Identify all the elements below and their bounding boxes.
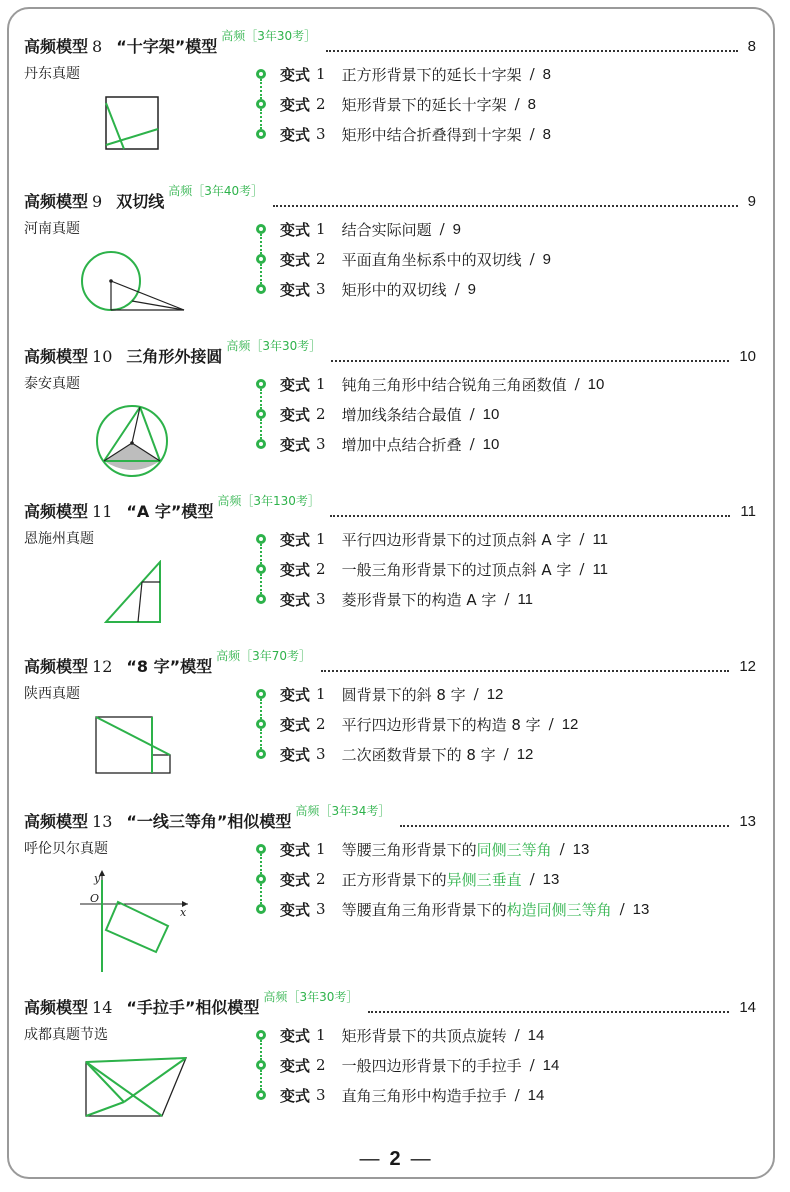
bullet-icon bbox=[256, 284, 266, 294]
figure-hand-in-hand bbox=[84, 1056, 188, 1118]
bullet-icon bbox=[256, 689, 266, 699]
bullet-icon bbox=[256, 439, 266, 449]
variant-item[interactable]: 变式 1 矩形背景下的共顶点旋转 / 14 bbox=[256, 1020, 559, 1050]
variant-item[interactable]: 变式 3 二次函数背景下的 8 字 / 12 bbox=[256, 739, 578, 769]
section-header bbox=[24, 337, 756, 367]
bullet-icon bbox=[256, 1030, 266, 1040]
leader-dots bbox=[400, 824, 729, 827]
source-label: 河南真题 bbox=[24, 221, 80, 237]
section-title: 高频模型 11 “A 字”模型 bbox=[24, 502, 214, 521]
leader-dots bbox=[368, 1010, 729, 1013]
variant-list bbox=[256, 524, 608, 614]
section-page-number[interactable]: 8 bbox=[747, 38, 756, 55]
variant-item[interactable]: 变式 2 一般四边形背景下的手拉手 / 14 bbox=[256, 1050, 559, 1080]
variant-list bbox=[256, 1020, 559, 1110]
x-axis-label: x bbox=[180, 906, 187, 919]
section-page-number[interactable]: 12 bbox=[739, 658, 756, 675]
bullet-icon bbox=[256, 564, 266, 574]
bullet-icon bbox=[256, 254, 266, 264]
variant-item[interactable]: 变式 2 矩形背景下的延长十字架 / 8 bbox=[256, 89, 551, 119]
leader-dots bbox=[326, 49, 737, 52]
section-model-9 bbox=[24, 182, 756, 299]
bullet-icon bbox=[256, 844, 266, 854]
section-header bbox=[24, 988, 756, 1018]
figure-double-tangent bbox=[80, 248, 188, 314]
section-page-number[interactable]: 9 bbox=[747, 193, 756, 210]
section-title: 高频模型 8 “十字架”模型 bbox=[24, 37, 218, 56]
bullet-icon bbox=[256, 594, 266, 604]
variant-item[interactable]: 变式 3 矩形中结合折叠得到十字架 / 8 bbox=[256, 119, 551, 149]
variant-item[interactable]: 变式 2 平面直角坐标系中的双切线 / 9 bbox=[256, 244, 551, 274]
bullet-icon bbox=[256, 99, 266, 109]
section-header bbox=[24, 802, 756, 832]
source-label: 陕西真题 bbox=[24, 686, 80, 702]
bullet-icon bbox=[256, 379, 266, 389]
section-model-10 bbox=[24, 337, 756, 454]
section-page-number[interactable]: 11 bbox=[740, 503, 756, 520]
source-label: 泰安真题 bbox=[24, 376, 80, 392]
section-header bbox=[24, 647, 756, 677]
source-label: 恩施州真题 bbox=[24, 531, 94, 547]
bullet-icon bbox=[256, 129, 266, 139]
frequency-badge: 高频［3年130考］ bbox=[217, 494, 320, 508]
variant-item[interactable]: 变式 3 等腰直角三角形背景下的 构造同侧三等角 / 13 bbox=[256, 894, 649, 924]
variant-list bbox=[256, 679, 578, 769]
source-label: 丹东真题 bbox=[24, 66, 80, 82]
section-model-14 bbox=[24, 988, 756, 1105]
variant-list bbox=[256, 834, 649, 924]
frequency-badge: 高频［3年34考］ bbox=[295, 804, 391, 818]
bullet-icon bbox=[256, 534, 266, 544]
section-header bbox=[24, 182, 756, 212]
section-page-number[interactable]: 14 bbox=[739, 999, 756, 1016]
section-title: 高频模型 12 “8 字”模型 bbox=[24, 657, 213, 676]
variant-item[interactable]: 变式 2 平行四边形背景下的构造 8 字 / 12 bbox=[256, 709, 578, 739]
figure-circumcircle bbox=[94, 403, 170, 479]
section-title: 高频模型 14 “手拉手”相似模型 bbox=[24, 998, 260, 1017]
section-model-13 bbox=[24, 802, 756, 919]
frequency-badge: 高频［3年40考］ bbox=[168, 184, 264, 198]
section-model-8 bbox=[24, 27, 756, 144]
variant-list bbox=[256, 369, 604, 459]
footer-dash-right: — bbox=[410, 1148, 431, 1170]
frequency-badge: 高频［3年30考］ bbox=[221, 29, 317, 43]
leader-dots bbox=[321, 669, 729, 672]
variant-item[interactable]: 变式 2 正方形背景下的 异侧三垂直 / 13 bbox=[256, 864, 649, 894]
variant-item[interactable]: 变式 1 结合实际问题 / 9 bbox=[256, 214, 551, 244]
variant-item[interactable]: 变式 1 正方形背景下的延长十字架 / 8 bbox=[256, 59, 551, 89]
frequency-badge: 高频［3年30考］ bbox=[226, 339, 322, 353]
section-header bbox=[24, 27, 756, 57]
y-axis-label: y bbox=[94, 872, 101, 885]
bullet-icon bbox=[256, 409, 266, 419]
frequency-badge: 高频［3年30考］ bbox=[263, 990, 359, 1004]
bullet-icon bbox=[256, 224, 266, 234]
section-model-12 bbox=[24, 647, 756, 764]
bullet-icon bbox=[256, 69, 266, 79]
section-model-11 bbox=[24, 492, 756, 609]
variant-item[interactable]: 变式 3 矩形中的双切线 / 9 bbox=[256, 274, 551, 304]
bullet-icon bbox=[256, 719, 266, 729]
variant-item[interactable]: 变式 2 一般三角形背景下的过顶点斜 A 字 / 11 bbox=[256, 554, 608, 584]
bullet-icon bbox=[256, 874, 266, 884]
origin-label: O bbox=[90, 892, 100, 905]
variant-item[interactable]: 变式 3 增加中点结合折叠 / 10 bbox=[256, 429, 604, 459]
section-title: 高频模型 13 “一线三等角”相似模型 bbox=[24, 812, 292, 831]
section-header bbox=[24, 492, 756, 522]
frequency-badge: 高频［3年70考］ bbox=[216, 649, 312, 663]
source-label: 成都真题节选 bbox=[24, 1027, 108, 1043]
leader-dots bbox=[273, 204, 738, 207]
figure-8-shape bbox=[94, 715, 172, 775]
variant-item[interactable]: 变式 2 增加线条结合最值 / 10 bbox=[256, 399, 604, 429]
variant-item[interactable]: 变式 1 等腰三角形背景下的 同侧三等角 / 13 bbox=[256, 834, 649, 864]
variant-item[interactable]: 变式 1 平行四边形背景下的过顶点斜 A 字 / 11 bbox=[256, 524, 608, 554]
section-title: 高频模型 10 三角形外接圆 bbox=[24, 347, 223, 366]
page-footer bbox=[0, 1148, 790, 1171]
footer-dash-left: — bbox=[359, 1148, 380, 1170]
source-label: 呼伦贝尔真题 bbox=[24, 841, 108, 857]
variant-item[interactable]: 变式 1 圆背景下的斜 8 字 / 12 bbox=[256, 679, 578, 709]
section-page-number[interactable]: 10 bbox=[739, 348, 756, 365]
bullet-icon bbox=[256, 904, 266, 914]
section-page-number[interactable]: 13 bbox=[739, 813, 756, 830]
variant-item[interactable]: 变式 1 钝角三角形中结合锐角三角函数值 / 10 bbox=[256, 369, 604, 399]
figure-one-line-three-angles bbox=[78, 868, 190, 972]
leader-dots bbox=[330, 514, 730, 517]
bullet-icon bbox=[256, 749, 266, 759]
variant-item[interactable]: 变式 3 直角三角形中构造手拉手 / 14 bbox=[256, 1080, 559, 1110]
section-title: 高频模型 9 双切线 bbox=[24, 192, 165, 211]
figure-cross-model bbox=[104, 95, 162, 153]
figure-a-shape bbox=[104, 560, 164, 624]
bullet-icon bbox=[256, 1090, 266, 1100]
variant-item[interactable]: 变式 3 菱形背景下的构造 A 字 / 11 bbox=[256, 584, 608, 614]
leader-dots bbox=[331, 359, 729, 362]
bullet-icon bbox=[256, 1060, 266, 1070]
variant-list bbox=[256, 214, 551, 304]
footer-page-number: 2 bbox=[389, 1148, 401, 1170]
variant-list bbox=[256, 59, 551, 149]
